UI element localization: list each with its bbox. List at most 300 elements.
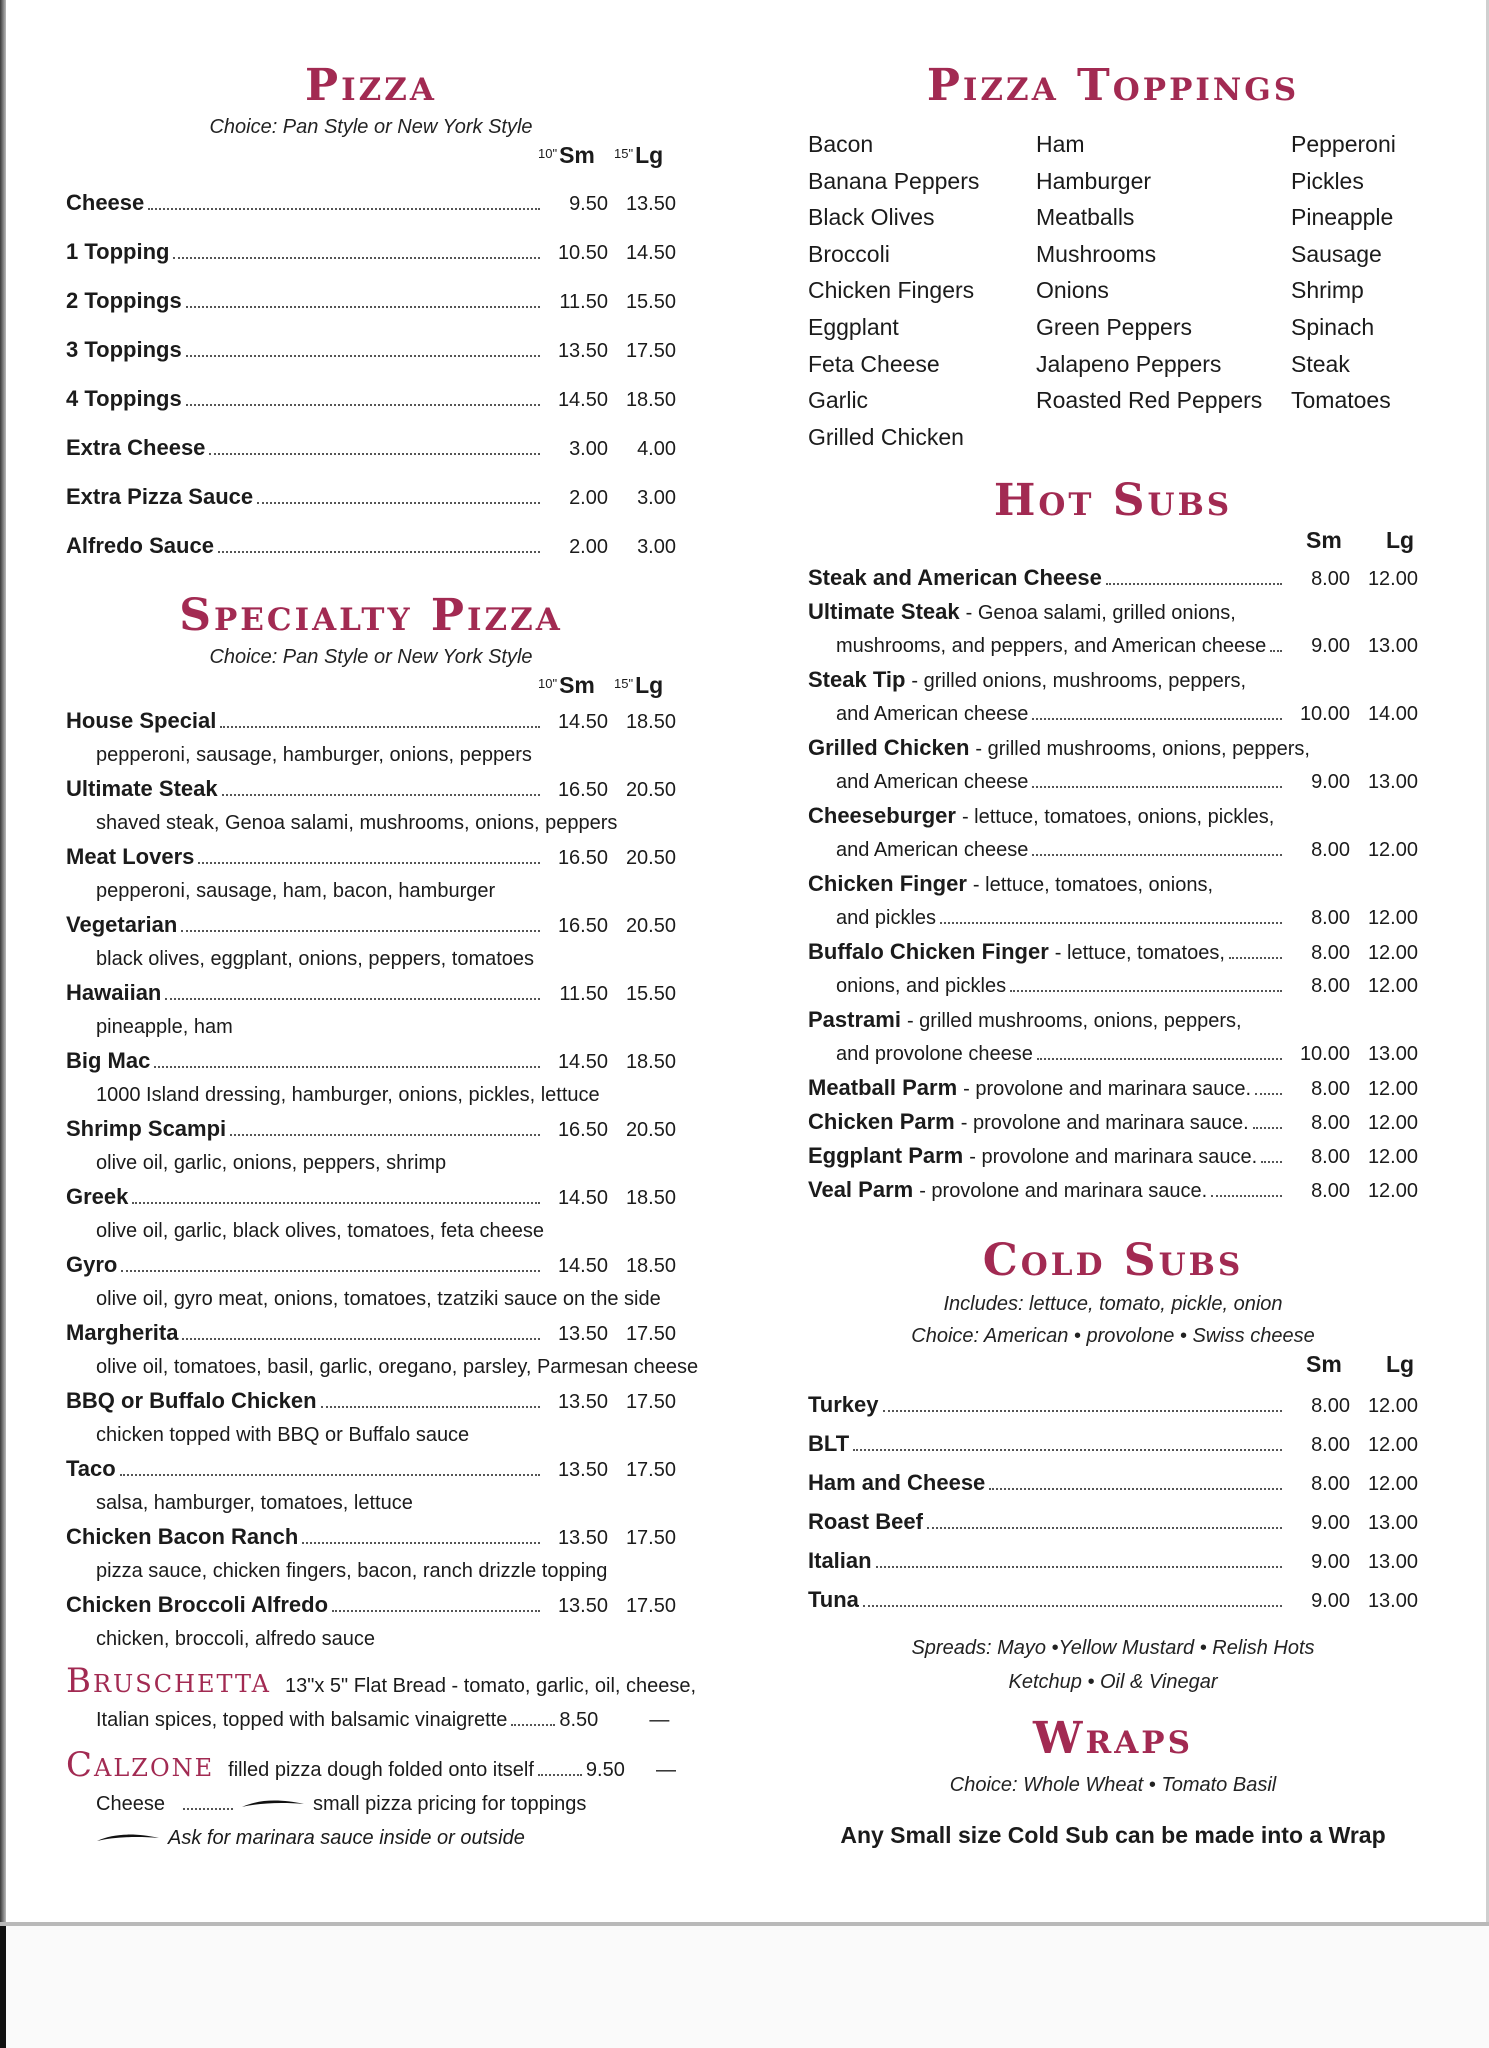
price-small: 8.00 <box>1311 1180 1350 1203</box>
price-small: 10.00 <box>1299 703 1350 726</box>
price-large: 17.50 <box>625 1595 676 1617</box>
hot-sub-row <box>808 1037 1418 1071</box>
price-small: 8.00 <box>1311 907 1350 930</box>
item-description: olive oil, garlic, black olives, tomatoes, feta cheese <box>96 1220 544 1242</box>
topping-item: Garlic <box>808 387 869 414</box>
item-name: Chicken Broccoli Alfredo <box>66 1592 329 1617</box>
price-large: 15.50 <box>625 983 676 1005</box>
topping-item: Pickles <box>1291 167 1364 194</box>
topping-item: Tomatoes <box>1291 387 1391 414</box>
bruschetta-section <box>66 1661 697 1737</box>
bruschetta-description: 13"x 5" Flat Bread - tomato, garlic, oil, cheese, <box>285 1675 697 1697</box>
leader-dots <box>989 1488 1282 1490</box>
scan-edge-bar <box>0 1926 6 2048</box>
menu-item-row <box>66 1180 676 1214</box>
topping-item: Ham <box>1036 131 1085 157</box>
leader-dots <box>186 404 540 406</box>
toppings-list <box>808 126 1418 455</box>
item-name: Ultimate Steak <box>66 776 218 801</box>
leader-dots <box>165 998 540 1000</box>
item-name: Extra Pizza Sauce <box>66 484 254 509</box>
item-name: Cheese <box>66 190 145 215</box>
item-description: salsa, hamburger, tomatoes, lettuce <box>96 1492 413 1514</box>
item-name: Ham and Cheese <box>808 1470 986 1496</box>
size-large-header: Lg <box>1386 527 1415 554</box>
menu-item-row <box>66 1588 676 1622</box>
item-name: 2 Toppings <box>66 288 182 313</box>
item-description: mushrooms, and peppers, and American cheese <box>836 635 1267 658</box>
item-description: - provolone and marinara sauce. <box>960 1112 1249 1135</box>
topping-item: Grilled Chicken <box>808 423 964 450</box>
item-description: pepperoni, sausage, hamburger, onions, peppers <box>96 744 532 766</box>
price-small: 14.50 <box>557 1187 608 1209</box>
item-description: pineapple, ham <box>96 1016 233 1038</box>
leader-dots <box>332 1610 540 1612</box>
price-large: 18.50 <box>625 389 676 411</box>
leader-dots <box>186 306 540 308</box>
price-large: 12.00 <box>1367 907 1418 930</box>
hot-sub-row <box>808 1105 1418 1139</box>
price-small: 9.00 <box>1311 1512 1350 1535</box>
price-large: 13.00 <box>1367 771 1418 794</box>
cold-sub-row <box>808 1502 1418 1541</box>
topping-item: Sausage <box>1291 240 1382 267</box>
price-small: 16.50 <box>557 915 608 937</box>
price-small: 9.00 <box>1311 771 1350 794</box>
leader-dots <box>198 862 540 864</box>
price-large: 3.00 <box>637 487 676 509</box>
topping-item: Broccoli <box>808 240 890 267</box>
leader-dots <box>1261 1161 1282 1163</box>
item-description: - lettuce, tomatoes, onions, <box>972 874 1214 897</box>
leader-dots <box>230 1134 540 1136</box>
price-large: 17.50 <box>625 1323 676 1345</box>
menu-item-row <box>66 908 676 942</box>
menu-item-row <box>66 976 676 1010</box>
topping-item: Mushrooms <box>1036 240 1157 267</box>
price-small: 9.00 <box>1311 1551 1350 1574</box>
hot-subs-list <box>808 561 1418 1207</box>
menu-item-row <box>66 1248 676 1282</box>
item-name: Ultimate Steak <box>808 599 960 625</box>
leader-dots <box>132 1202 540 1204</box>
topping-item: Jalapeno Peppers <box>1036 350 1222 377</box>
item-description: - Genoa salami, grilled onions, <box>965 602 1236 625</box>
leader-dots <box>853 1449 1282 1451</box>
spreads-line-1: Spreads: Mayo •Yellow Mustard • Relish Hots <box>911 1637 1315 1660</box>
item-name: Meat Lovers <box>66 844 195 869</box>
price-large: 4.00 <box>637 438 676 460</box>
hot-sub-row <box>808 697 1418 731</box>
price-large: 12.00 <box>1367 975 1418 998</box>
leader-dots <box>1010 990 1282 992</box>
leader-dots <box>154 1066 540 1068</box>
menu-item-row <box>66 472 676 521</box>
topping-item: Roasted Red Peppers <box>1036 387 1263 414</box>
price-small: 8.00 <box>1311 942 1350 965</box>
item-name: Greek <box>66 1184 129 1209</box>
left-column <box>66 60 699 1855</box>
price-small: 9.50 <box>569 193 608 215</box>
menu-item-row <box>66 227 676 276</box>
hot-sub-row <box>808 561 1418 595</box>
hot-sub-row <box>808 1173 1418 1207</box>
menu-item-row <box>66 423 676 472</box>
price-large: 18.50 <box>625 711 676 733</box>
bruschetta-price-row <box>66 1703 676 1737</box>
item-description: - provolone and marinara sauce. <box>963 1078 1252 1101</box>
topping-item: Feta Cheese <box>808 350 940 377</box>
hot-sub-row <box>808 969 1418 1003</box>
item-name: Gyro <box>66 1252 118 1277</box>
leader-dots <box>1229 957 1282 959</box>
price-small: 11.50 <box>559 291 608 313</box>
leader-dots <box>121 1270 540 1272</box>
calzone-pricing-note: small pizza pricing for toppings <box>312 1793 587 1815</box>
item-description: - grilled mushrooms, onions, peppers, <box>975 738 1310 761</box>
toppings-heading: Pizza Toppings <box>926 60 1300 111</box>
item-name: Meatball Parm <box>808 1075 958 1101</box>
menu-item-row <box>66 840 676 874</box>
price-small: 13.50 <box>557 1323 608 1345</box>
item-name: Pastrami <box>808 1007 901 1033</box>
item-name: Turkey <box>808 1392 879 1418</box>
price-small: 14.50 <box>557 1255 608 1277</box>
calzone-cheese-line <box>66 1787 676 1821</box>
cold-sub-row <box>808 1385 1418 1424</box>
leader-dots <box>218 551 540 553</box>
leader-dots <box>511 1724 555 1726</box>
size-small-header: Sm <box>1306 527 1342 554</box>
topping-item: Chicken Fingers <box>808 277 975 304</box>
leader-dots <box>220 726 540 728</box>
menu-item-row <box>66 1112 676 1146</box>
item-name: Chicken Finger <box>808 871 967 897</box>
item-name: Steak Tip <box>808 667 906 693</box>
price-small: 14.50 <box>557 1051 608 1073</box>
price-small: 8.00 <box>1311 1395 1350 1418</box>
item-name: Margherita <box>66 1320 179 1345</box>
leader-dots <box>148 208 540 210</box>
price-large: 17.50 <box>625 1391 676 1413</box>
topping-item: Green Peppers <box>1036 313 1192 340</box>
pizza-heading: Pizza <box>305 60 437 111</box>
menu-item-row <box>66 1452 676 1486</box>
leader-dots <box>321 1406 540 1408</box>
price-small: 8.00 <box>1311 1434 1350 1457</box>
item-name: House Special <box>66 708 217 733</box>
price-large: 12.00 <box>1367 839 1418 862</box>
item-name: 1 Topping <box>66 239 170 264</box>
topping-item: Steak <box>1291 350 1350 377</box>
item-description: pepperoni, sausage, ham, bacon, hamburger <box>96 880 496 902</box>
topping-item: Shrimp <box>1291 277 1364 304</box>
item-name: Steak and American Cheese <box>808 565 1102 591</box>
item-description: olive oil, gyro meat, onions, tomatoes, tzatziki sauce on the side <box>96 1288 661 1310</box>
leader-dots <box>927 1527 1282 1529</box>
topping-item: Bacon <box>808 131 874 157</box>
menu-item-row <box>66 374 676 423</box>
item-description: olive oil, garlic, onions, peppers, shrimp <box>96 1152 447 1174</box>
price-large: 20.50 <box>625 1119 676 1141</box>
price-large: 12.00 <box>1367 1395 1418 1418</box>
swoosh-icon <box>241 1798 305 1810</box>
topping-item: Meatballs <box>1036 204 1135 231</box>
specialty-heading: Specialty Pizza <box>179 590 563 641</box>
item-name: BBQ or Buffalo Chicken <box>66 1388 317 1413</box>
item-name: Shrimp Scampi <box>66 1116 227 1141</box>
item-description: - provolone and marinara sauce. <box>919 1180 1208 1203</box>
bruschetta-price-sm: 8.50 <box>559 1709 599 1731</box>
item-description: and pickles <box>836 907 937 930</box>
item-name: Cheeseburger <box>808 803 956 829</box>
item-description: and provolone cheese <box>836 1043 1033 1066</box>
menu-item-row <box>66 704 676 738</box>
item-description: and American cheese <box>836 771 1029 794</box>
hot-sub-row <box>808 629 1418 663</box>
leader-dots <box>538 1774 582 1776</box>
price-large: 18.50 <box>625 1051 676 1073</box>
leader-dots <box>181 930 540 932</box>
price-large: 12.00 <box>1367 1473 1418 1496</box>
item-description: olive oil, tomatoes, basil, garlic, oregano, parsley, Parmesan cheese <box>96 1356 699 1378</box>
leader-dots <box>257 502 540 504</box>
item-name: Hawaiian <box>66 980 162 1005</box>
item-description: - grilled mushrooms, onions, peppers, <box>906 1010 1242 1033</box>
price-large: 13.00 <box>1367 635 1418 658</box>
price-large: 18.50 <box>625 1187 676 1209</box>
price-small: 3.00 <box>569 438 608 460</box>
item-description: - provolone and marinara sauce. <box>969 1146 1258 1169</box>
leader-dots <box>209 453 540 455</box>
leader-dots <box>182 1338 540 1340</box>
cold-sub-row <box>808 1580 1418 1619</box>
spreads-line-2: Ketchup • Oil & Vinegar <box>1008 1671 1218 1694</box>
leader-dots <box>1037 1058 1282 1060</box>
price-large: 15.50 <box>625 291 676 313</box>
wraps-note: Any Small size Cold Sub can be made into a Wrap <box>840 1822 1386 1849</box>
hot-sub-row <box>808 1139 1418 1173</box>
bruschetta-line <box>66 1661 697 1703</box>
price-large: 3.00 <box>637 536 676 558</box>
price-large: 12.00 <box>1367 942 1418 965</box>
price-large: 13.00 <box>1367 1590 1418 1613</box>
hot-subs-size-header <box>808 527 1418 561</box>
hot-sub-row <box>808 663 1418 697</box>
leader-dots <box>1032 854 1282 856</box>
page-edge <box>0 0 6 2048</box>
size-small-header: $^{10"}$Sm <box>538 672 595 698</box>
price-large: 13.50 <box>625 193 676 215</box>
item-description: black olives, eggplant, onions, peppers, tomatoes <box>96 948 535 970</box>
topping-item: Eggplant <box>808 313 899 340</box>
hot-sub-row <box>808 799 1418 833</box>
item-description: chicken, broccoli, alfredo sauce <box>96 1628 376 1650</box>
price-small: 8.00 <box>1311 839 1350 862</box>
item-description: - lettuce, tomatoes, <box>1054 942 1225 965</box>
leader-dots <box>120 1474 540 1476</box>
leader-dots <box>302 1542 540 1544</box>
leader-dots <box>1253 1127 1282 1129</box>
price-large: 12.00 <box>1367 1112 1418 1135</box>
price-small: 8.00 <box>1311 1146 1350 1169</box>
price-large: 14.50 <box>625 242 676 264</box>
calzone-marinara-note: Ask for marinara sauce inside or outside <box>168 1827 525 1849</box>
hot-sub-row <box>808 901 1418 935</box>
hot-sub-row <box>808 867 1418 901</box>
size-small-header: Sm <box>1306 1351 1342 1378</box>
topping-item: Pepperoni <box>1291 131 1396 157</box>
leader-dots <box>1255 1093 1282 1095</box>
price-large: 20.50 <box>625 779 676 801</box>
item-description: shaved steak, Genoa salami, mushrooms, onions, peppers <box>96 812 618 834</box>
item-name: BLT <box>808 1431 850 1457</box>
pizza-size-header <box>66 142 676 178</box>
price-large: 17.50 <box>625 1459 676 1481</box>
price-small: 9.00 <box>1311 1590 1350 1613</box>
leader-dots <box>222 794 540 796</box>
item-name: 4 Toppings <box>66 386 182 411</box>
size-large-header: $^{15"}$Lg <box>614 142 664 168</box>
item-name: Veal Parm <box>808 1177 914 1203</box>
hot-sub-row <box>808 1071 1418 1105</box>
menu-item-row <box>66 1316 676 1350</box>
swoosh-icon <box>96 1832 160 1844</box>
calzone-heading: Calzone <box>66 1745 215 1785</box>
cold-sub-row <box>808 1463 1418 1502</box>
price-small: 9.00 <box>1311 635 1350 658</box>
hot-sub-row <box>808 765 1418 799</box>
leader-dots <box>1032 786 1282 788</box>
price-small: 8.00 <box>1311 1473 1350 1496</box>
hot-sub-row <box>808 935 1418 969</box>
bruschetta-description-2: Italian spices, topped with balsamic vinaigrette <box>96 1709 508 1731</box>
specialty-size-header <box>66 672 676 704</box>
price-small: 13.50 <box>557 1527 608 1549</box>
cold-sub-row <box>808 1424 1418 1463</box>
price-small: 13.50 <box>557 1595 608 1617</box>
item-name: Alfredo Sauce <box>66 533 214 558</box>
price-large: 12.00 <box>1367 1180 1418 1203</box>
scan-background <box>0 1926 1489 2048</box>
leader-dots <box>940 922 1282 924</box>
toppings-column-2 <box>1036 126 1291 455</box>
item-name: Big Mac <box>66 1048 151 1073</box>
size-large-header: $^{15"}$Lg <box>614 672 664 698</box>
item-description: - grilled onions, mushrooms, peppers, <box>911 670 1247 693</box>
price-large: 18.50 <box>625 1255 676 1277</box>
price-small: 16.50 <box>557 847 608 869</box>
calzone-marinara-line <box>66 1821 676 1855</box>
item-description: chicken topped with BBQ or Buffalo sauce <box>96 1424 470 1446</box>
bruschetta-heading: Bruschetta <box>66 1661 272 1701</box>
cold-subs-list <box>808 1385 1418 1619</box>
topping-item: Pineapple <box>1291 204 1394 231</box>
item-name: Taco <box>66 1456 116 1481</box>
price-large: 13.00 <box>1367 1551 1418 1574</box>
menu-item-row <box>66 1044 676 1078</box>
menu-item-row <box>66 325 676 374</box>
price-small: 13.50 <box>557 340 608 362</box>
item-description: and American cheese <box>836 839 1029 862</box>
menu-item-row <box>66 1520 676 1554</box>
price-small: 13.50 <box>557 1459 608 1481</box>
topping-item: Spinach <box>1291 313 1375 340</box>
price-small: 13.50 <box>557 1391 608 1413</box>
toppings-column-1 <box>808 126 1036 455</box>
item-description: pizza sauce, chicken fingers, bacon, ranch drizzle topping <box>96 1560 608 1582</box>
leader-dots <box>1032 718 1282 720</box>
price-small: 16.50 <box>557 779 608 801</box>
specialty-choice-note: Choice: Pan Style or New York Style <box>209 646 533 668</box>
price-small: 8.00 <box>1311 1112 1350 1135</box>
price-small: 8.00 <box>1311 568 1350 591</box>
hot-sub-row <box>808 731 1418 765</box>
pizza-choice-note: Choice: Pan Style or New York Style <box>209 116 533 138</box>
item-description: 1000 Island dressing, hamburger, onions, pickles, lettuce <box>96 1084 600 1106</box>
price-small: 11.50 <box>559 983 608 1005</box>
price-large: 12.00 <box>1367 1146 1418 1169</box>
item-name: Chicken Parm <box>808 1109 955 1135</box>
price-small: 10.50 <box>557 242 608 264</box>
item-description: - lettuce, tomatoes, onions, pickles, <box>961 806 1275 829</box>
cold-subs-includes: Includes: lettuce, tomato, pickle, onion <box>943 1293 1283 1316</box>
item-description: onions, and pickles <box>836 975 1007 998</box>
topping-item: Hamburger <box>1036 167 1152 194</box>
right-column <box>808 60 1418 1855</box>
leader-dots <box>1270 650 1282 652</box>
leader-dots <box>183 1808 233 1810</box>
bruschetta-price-lg: — <box>649 1709 670 1731</box>
menu-item-row <box>66 178 676 227</box>
calzone-price-lg: — <box>656 1759 676 1781</box>
topping-item: Black Olives <box>808 204 935 231</box>
size-large-header: Lg <box>1386 1351 1415 1378</box>
price-small: 16.50 <box>557 1119 608 1141</box>
leader-dots <box>876 1566 1282 1568</box>
calzone-row <box>66 1743 676 1787</box>
price-large: 12.00 <box>1367 568 1418 591</box>
price-large: 20.50 <box>625 847 676 869</box>
cold-subs-heading: Cold Subs <box>982 1235 1244 1287</box>
item-name: Italian <box>808 1548 872 1574</box>
item-name: Grilled Chicken <box>808 735 970 761</box>
menu-item-row <box>66 772 676 806</box>
price-small: 8.00 <box>1311 1078 1350 1101</box>
price-large: 17.50 <box>625 340 676 362</box>
menu-item-row <box>66 276 676 325</box>
hot-sub-row <box>808 833 1418 867</box>
cold-subs-size-header <box>808 1351 1418 1385</box>
pizza-list <box>66 178 676 570</box>
price-small: 2.00 <box>569 487 608 509</box>
leader-dots <box>1106 583 1282 585</box>
hot-subs-heading: Hot Subs <box>993 475 1233 527</box>
calzone-price-sm: 9.50 <box>585 1759 625 1781</box>
price-large: 13.00 <box>1367 1043 1418 1066</box>
price-small: 8.00 <box>1311 975 1350 998</box>
price-large: 20.50 <box>625 915 676 937</box>
cold-sub-row <box>808 1541 1418 1580</box>
price-large: 17.50 <box>625 1527 676 1549</box>
item-name: Buffalo Chicken Finger <box>808 939 1049 965</box>
item-name: Roast Beef <box>808 1509 923 1535</box>
menu-item-row <box>66 1384 676 1418</box>
topping-item: Onions <box>1036 277 1109 304</box>
item-name: Tuna <box>808 1587 859 1613</box>
specialty-list <box>66 704 699 1656</box>
price-small: 14.50 <box>557 389 608 411</box>
